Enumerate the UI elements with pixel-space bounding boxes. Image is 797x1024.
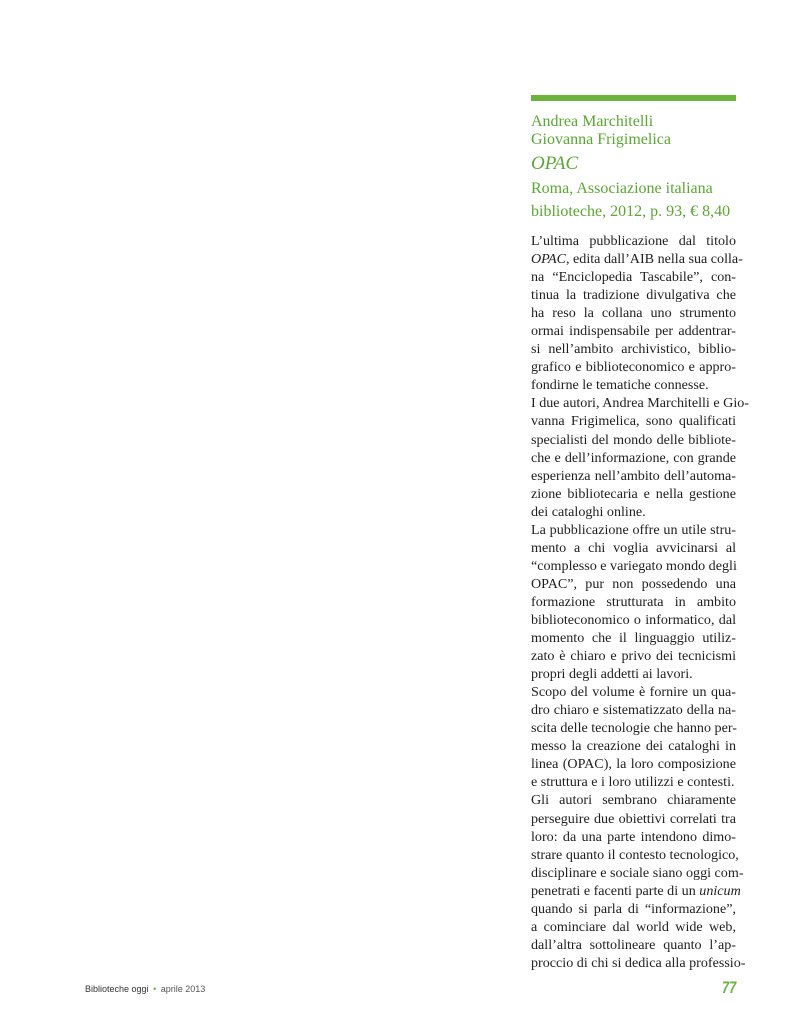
text-line: grafico e biblioteconomico e appro- [531, 359, 736, 376]
text-line: OPAC, edita dall’AIB nella sua colla- [531, 251, 743, 268]
paragraph [531, 394, 749, 520]
text-line: disciplinare e sociale siano oggi com- [531, 864, 744, 881]
text-line: proccio di chi si dedica alla professio- [531, 954, 746, 971]
text-line: na “Enciclopedia Tascabile”, con- [531, 269, 736, 286]
text-line: e struttura e i loro utilizzi e contesti. [531, 774, 735, 791]
text-line: esperienza nell’ambito dell’automa- [531, 467, 736, 484]
issue-date: aprile 2013 [160, 984, 206, 994]
text-line: dall’altra sottolineare quanto l’ap- [531, 936, 736, 953]
text-line: zione bibliotecaria e nella gestione [531, 485, 736, 502]
text-line: specialisti del mondo delle bibliote- [531, 431, 736, 448]
text-line: formazione strutturata in ambito [531, 593, 736, 610]
journal-name: Biblioteche oggi [85, 984, 149, 994]
text-line: Gli autori sembrano chiaramente [531, 792, 736, 809]
paragraph [531, 683, 736, 791]
text-line: che e dell’informazione, con grande [531, 449, 736, 466]
page-number: 77 [722, 978, 737, 997]
text-line: scita delle tecnologie che hanno per- [531, 720, 737, 737]
text-line: I due autori, Andrea Marchitelli e Gio- [531, 395, 749, 412]
text-line: mento a chi voglia avvicinarsi al [531, 539, 736, 556]
text-line: linea (OPAC), la loro composizione [531, 756, 736, 773]
text-line: quando si parla di “informazione”, [531, 900, 736, 917]
text-line: L’ultima pubblicazione dal titolo [531, 233, 736, 249]
paragraph [531, 521, 736, 683]
publisher-info: Roma, Associazione italiana [531, 180, 713, 197]
text-line: fondirne le tematiche connesse. [531, 377, 709, 394]
text-line: propri degli addetti ai lavori. [531, 666, 693, 683]
text-line: dei cataloghi online. [531, 503, 646, 520]
running-footer [85, 984, 205, 994]
accent-rule [531, 95, 736, 101]
text-line: messo la creazione dei cataloghi in [531, 738, 736, 755]
review-header [531, 113, 746, 221]
text-line: Scopo del volume è fornire un qua- [531, 684, 736, 701]
text-line: dro chiaro e sistematizzato della na- [531, 702, 736, 719]
text-line: “complesso e variegato mondo degli [531, 557, 737, 574]
text-line: zato è chiaro e privo dei tecnicismi [531, 648, 736, 665]
text-line: biblioteconomico o informatico, dal [531, 611, 736, 628]
text-line: strare quanto il contesto tecnologico, [531, 846, 739, 863]
text-line: tinua la tradizione divulgativa che [531, 287, 736, 304]
text-line: penetrati e facenti parte di un unicum [531, 882, 741, 899]
paragraph [531, 232, 743, 394]
text-line: momento che il linguaggio utiliz- [531, 630, 736, 647]
footer-separator: • [153, 984, 157, 994]
paragraph [531, 791, 746, 971]
text-line: La pubblicazione offre un utile stru- [531, 521, 736, 538]
review-body [531, 232, 749, 972]
publisher-info: biblioteche, 2012, p. 93, € 8,40 [531, 203, 731, 220]
text-line: a cominciare dal world wide web, [531, 918, 736, 935]
book-title: OPAC [531, 153, 579, 174]
text-line: vanna Frigimelica, sono qualificati [531, 413, 736, 430]
text-line: ha reso la collana uno strumento [531, 305, 736, 322]
text-line: perseguire due obiettivi correlati tra [531, 810, 736, 827]
author-name: Giovanna Frigimelica [531, 131, 671, 148]
text-line: si nell’ambito archivistico, biblio- [531, 341, 736, 358]
text-line: loro: da una parte intendono dimo- [531, 828, 736, 845]
text-line: ormai indispensabile per addentrar- [531, 323, 736, 340]
text-line: OPAC”, pur non possedendo una [531, 575, 736, 592]
author-name: Andrea Marchitelli [531, 113, 654, 130]
